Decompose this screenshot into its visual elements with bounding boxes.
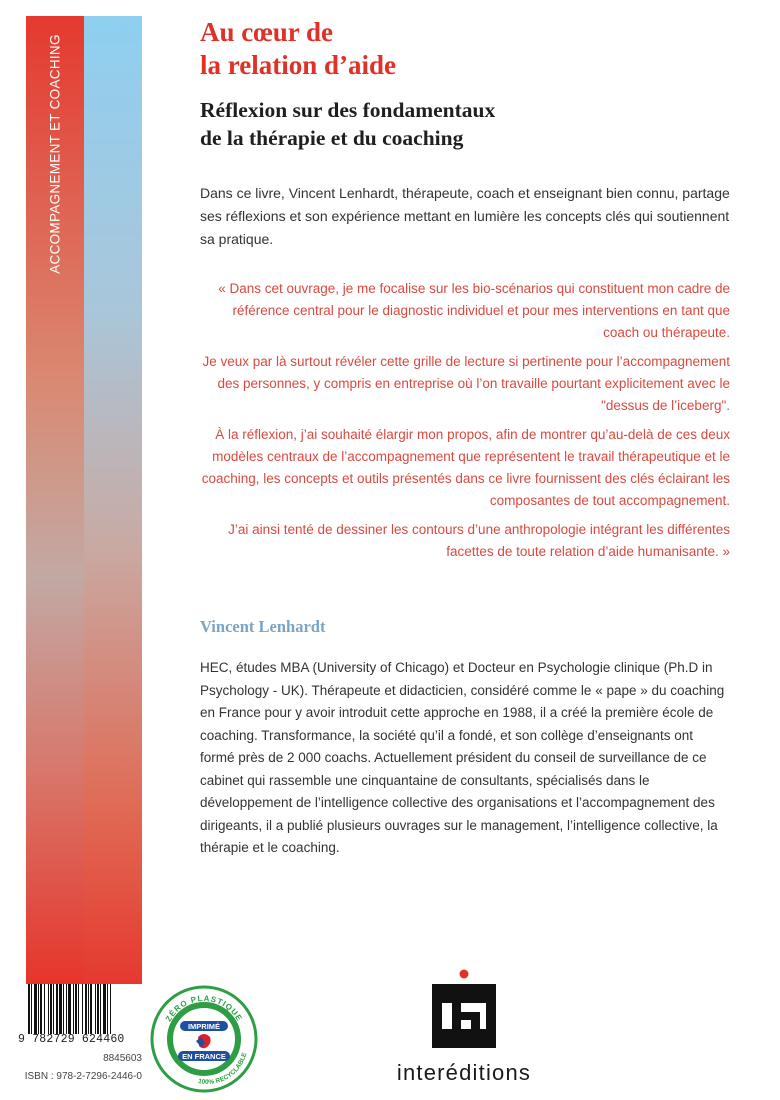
book-subtitle-line-1: Réflexion sur des fondamentaux [200, 98, 496, 122]
barcode-bar [50, 984, 52, 1034]
barcode-bar [88, 984, 89, 1034]
badge-top-text: ZÉRO PLASTIQUE [163, 993, 245, 1024]
barcode-bar [34, 984, 37, 1034]
spine-collection-label: ACCOMPAGNEMENT ET COACHING [47, 34, 63, 274]
barcode-bar [68, 984, 71, 1034]
barcode-bar [59, 984, 62, 1034]
barcode-bar [78, 984, 79, 1034]
quote-paragraph: Je veux par là surtout révéler cette grille de lecture si pertinente pour l’accompagnement des personnes, y compris en entreprise où l’on travaille pourtant explicitement avec le "dessus de l’iceberg". [202, 354, 730, 413]
quote-paragraph: J’ai ainsi tenté de dessiner les contours d’une anthropologie intégrant les différentes facettes de toute relation d’aide humanisante. » [228, 522, 730, 559]
barcode-bar [75, 984, 77, 1034]
spine-band-blue [84, 16, 142, 984]
book-title-line-2: la relation d’aide [200, 50, 397, 80]
printed-in-france-badge [150, 985, 258, 1093]
barcode-bar [100, 984, 101, 1034]
badge-side-text: 100% RECYCLABLE [197, 1051, 249, 1087]
barcode-bar [66, 984, 67, 1034]
intro-paragraph: Dans ce livre, Vincent Lenhardt, thérapeute, coach et enseignant bien connu, partage ses réflexions et son expérience mettant en lumière les concepts clés qui soutiennent sa pratique. [200, 185, 730, 247]
barcode-bar [103, 984, 106, 1034]
book-title [200, 16, 396, 82]
barcode-bar [107, 984, 108, 1034]
barcode-bar [48, 984, 49, 1034]
barcode-bar [44, 984, 45, 1034]
barcode-bar [110, 984, 111, 1034]
book-title-line-1: Au cœur de [200, 17, 334, 47]
barcode-bar [53, 984, 54, 1034]
author-quote [196, 278, 730, 570]
publisher-name: interéditions [396, 1060, 532, 1085]
quote-paragraph: À la réflexion, j’ai souhaité élargir mon propos, afin de montrer qu’au-delà de ces deux modèles centraux de l’accompagnement que représentent le travail thérapeutique et le coaching, les concepts et outils présentés dans ce livre fournissent des clés éclairant les composantes de tout accompagnement. [201, 427, 730, 508]
barcode-bar [95, 984, 96, 1034]
publisher-logo-icon [430, 968, 498, 1052]
barcode-bar [85, 984, 87, 1034]
author-name: Vincent Lenhardt [200, 617, 326, 636]
barcode-bar [31, 984, 32, 1034]
product-code: 8845603 [103, 1053, 142, 1064]
badge-lower-label: EN FRANCE [182, 1052, 226, 1061]
barcode-bar [28, 984, 30, 1034]
barcode-bar [82, 984, 83, 1034]
barcode-bar [97, 984, 99, 1034]
barcode-ean-number: 9 782729 624460 [18, 1033, 125, 1046]
book-subtitle-line-2: de la thérapie et du coaching [200, 126, 464, 150]
barcode-bar [90, 984, 92, 1034]
barcode-bar [73, 984, 74, 1034]
barcode-bar [56, 984, 58, 1034]
book-subtitle [200, 96, 495, 152]
barcode-bar [63, 984, 64, 1034]
barcode-image [26, 984, 142, 1034]
barcode-bar [40, 984, 42, 1034]
isbn-number: ISBN : 978-2-7296-2446-0 [24, 1071, 142, 1082]
author-bio: HEC, études MBA (University of Chicago) et Docteur en Psychologie clinique (Ph.D in Psychology - UK). Thérapeute et didacticien, considéré comme le « pape » du coaching en France pour y avoir introduit cette approche en 1988, il a créé la première école de coaching. Transformance, la société qu’il a fondé, et son collège d’enseignants ont formé près de 2 000 coachs. Actuellement président du conseil de surveillance de ce cabinet qui rassemble une cinquantaine de consultants, spécialisés dans le développement de l’intelligence collective des organisations et l’accompagnement des dirigeants, il a publié plusieurs ouvrages sur le management, l’intelligence collective, la thérapie et le coaching. [200, 660, 725, 855]
quote-paragraph: « Dans cet ouvrage, je me focalise sur les bio-scénarios qui constituent mon cadre de référence central pour le diagnostic individuel et pour mes interventions en tant que coach ou thérapeute. [218, 281, 730, 340]
barcode-bar [38, 984, 39, 1034]
badge-upper-label: IMPRIMÉ [187, 1022, 221, 1031]
